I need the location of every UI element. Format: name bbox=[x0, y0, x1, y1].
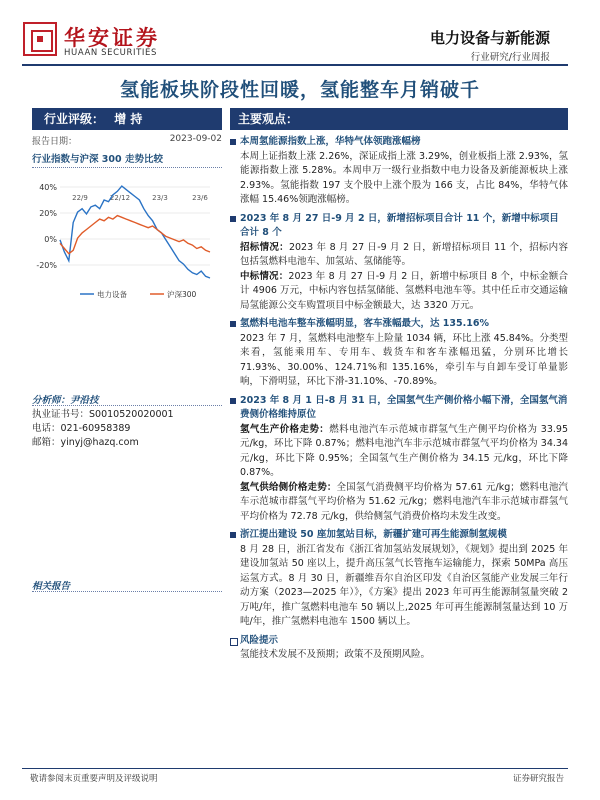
section-paragraph bbox=[230, 481, 568, 525]
report-category: 电力设备与新能源 bbox=[429, 29, 550, 47]
x-tick-label: 23/3 bbox=[152, 194, 168, 202]
y-tick-label: 20% bbox=[39, 209, 57, 218]
rating-bar bbox=[32, 108, 222, 130]
report-subcategory: 行业研究/行业周报 bbox=[470, 52, 550, 63]
x-tick-label: 23/6 bbox=[192, 194, 208, 202]
section-heading: 本周氢能源指数上涨，华特气体领跑涨幅榜 bbox=[230, 135, 568, 150]
footer-disclaimer: 敬请参阅末页重要声明及评级说明 bbox=[30, 774, 158, 784]
section bbox=[230, 528, 568, 630]
paragraph-text: 本周上证指数上涨 2.26%，深证成指上涨 3.29%，创业板指上涨 2.93%，氢能源指数上涨 5.28%。本周申万一级行业指数中电力设备及新能源板块上涨 2.93%。氢能指数 197 支个股中上涨个股为 166 支，占比 84%，华特气体涨幅 15.46%领跑涨幅榜。 bbox=[240, 150, 568, 205]
date-label: 报告日期： bbox=[32, 137, 78, 147]
analyst-license: 执业证书号：S0010520020001 bbox=[32, 409, 174, 420]
brand-name-en: HUAAN SECURITIES bbox=[64, 48, 157, 58]
paragraph-lead: 氢气生产价格走势： bbox=[240, 423, 330, 435]
paragraph-text: 氢能技术发展不及预期；政策不及预期风险。 bbox=[240, 649, 431, 660]
section-paragraph bbox=[230, 543, 568, 630]
x-tick-label: 22/9 bbox=[72, 194, 88, 202]
report-title: 氢能板块阶段性回暖，氢能整车月销破千 bbox=[119, 79, 480, 101]
series-line-1 bbox=[60, 216, 210, 254]
analyst-email[interactable]: 邮箱：yinyj@hazq.com bbox=[32, 437, 139, 448]
section-paragraph bbox=[230, 648, 568, 663]
paragraph-text: 燃料电池汽车示范城市群氢气生产侧平均价格为 33.95 元/kg，环比下降 0.87%；燃料电池汽车非示范城市群氢气平均价格为 34.34 元/kg，环比下降 0.95%；全国氢气生产侧价格为 34.15 元/kg，环比下降 0.87%。 bbox=[240, 423, 568, 478]
section bbox=[230, 634, 568, 663]
section-paragraph bbox=[230, 241, 568, 270]
section bbox=[230, 212, 568, 314]
main-points-body bbox=[230, 135, 568, 667]
chart-title: 行业指数与沪深 300 走势比较 bbox=[32, 151, 222, 168]
section bbox=[230, 394, 568, 525]
x-tick-label: 22/12 bbox=[109, 194, 131, 202]
section-heading: 氢燃料电池车整车涨幅明显，客车涨幅最大，达 135.16% bbox=[230, 317, 568, 332]
section-heading: 2023 年 8 月 27 日-9 月 2 日，新增招标项目合计 11 个，新增中标项目合计 8 个 bbox=[230, 212, 568, 241]
paragraph-text: 2023 年 8 月 27 日-9 月 2 日，新增中标项目 8 个，中标金额合计 4906 万元，中标内容包括氢储能、氢燃料电池车等。其中任丘市交通运输局氢能源公交车购置项目中标金额最大，达 3320 万元。 bbox=[240, 270, 568, 311]
section bbox=[230, 317, 568, 390]
related-divider bbox=[32, 591, 222, 592]
legend-label: 沪深300 bbox=[167, 290, 197, 299]
paragraph-lead: 招标情况： bbox=[240, 241, 289, 253]
section-paragraph bbox=[230, 150, 568, 208]
brand-logo-icon bbox=[23, 22, 57, 56]
y-tick-label: 40% bbox=[39, 183, 57, 192]
section-paragraph bbox=[230, 332, 568, 390]
paragraph-text: 全国氢气消费侧平均价格为 57.61 元/kg；燃料电池汽车示范城市群氢气平均价格为 51.62 元/kg；燃料电池汽车非示范城市群氢气平均价格为 72.78 元/kg，供给侧氢气消费价格均未发生改变。 bbox=[240, 481, 568, 522]
brand-name-cn: 华安证券 bbox=[64, 25, 160, 50]
section-heading: 浙江提出建设 50 座加氢站目标，新疆扩建可再生能源制氢规模 bbox=[230, 528, 568, 543]
section-paragraph bbox=[230, 270, 568, 314]
paragraph-text: 8 月 28 日，浙江省发布《浙江省加氢站发展规划》，《规划》提出到 2025 年建设加氢站 50 座以上，提升高压氢气长管拖车运输能力，探索 50MPa 高压运氢方式。8 月 30 日，新疆维吾尔自治区印发《自治区氢能产业发展三年行动方案（2023—2025 年）》，《方案》提出 2023 年可再生能源制氢量突破 2 万吨/年，推广氢燃料电池车 50 辆以上,2025 年可再生能源制氢量达到 10 万吨/年，推广氢燃料电池车 1500 辆以上。 bbox=[240, 543, 568, 627]
y-tick-label: -20% bbox=[36, 261, 57, 270]
main-points-bar: 主要观点： bbox=[230, 108, 568, 130]
analyst-phone: 电话：021-60958389 bbox=[32, 423, 131, 434]
rating-label: 行业评级： bbox=[44, 112, 105, 126]
y-tick-label: 0% bbox=[44, 235, 57, 244]
analyst-info bbox=[32, 408, 222, 450]
paragraph-text: 2023 年 8 月 27 日-9 月 2 日，新增招标项目 11 个，招标内容包括氢燃料电池车、加氢站、氢储能等。 bbox=[240, 241, 568, 267]
report-date-row bbox=[32, 134, 222, 148]
header-divider bbox=[22, 64, 568, 66]
section-heading: 风险提示 bbox=[230, 634, 568, 649]
section bbox=[230, 135, 568, 208]
section-paragraph bbox=[230, 423, 568, 481]
legend-label: 电力设备 bbox=[97, 290, 127, 299]
related-reports-label: 相关报告 bbox=[32, 581, 71, 592]
analyst-label: 分析师：尹沿技 bbox=[32, 395, 99, 406]
rating-value: 增 持 bbox=[114, 112, 143, 126]
paragraph-text: 2023 年 7 月，氢燃料电池整车上险量 1034 辆，环比上涨 45.84%。分类型来看，氢能乘用车、专用车、载货车和客车涨幅迅猛，分别环比增长 71.93%、30.00%、124.71%和 135.16%，牵引车与自卸车受订单量影响，下滑明显，环比下滑-31.10%、-70.89%。 bbox=[240, 332, 568, 387]
footer-report-type: 证券研究报告 bbox=[512, 774, 564, 784]
paragraph-lead: 中标情况： bbox=[240, 270, 289, 282]
index-comparison-chart bbox=[32, 166, 222, 306]
footer-divider bbox=[22, 768, 568, 769]
section-heading: 2023 年 8 月 1 日-8 月 31 日，全国氢气生产侧价格小幅下滑，全国氢气消费侧价格维持原位 bbox=[230, 394, 568, 423]
paragraph-lead: 氢气供给侧价格走势： bbox=[240, 481, 337, 493]
date-value: 2023-09-02 bbox=[169, 134, 222, 144]
analyst-divider bbox=[32, 405, 222, 406]
